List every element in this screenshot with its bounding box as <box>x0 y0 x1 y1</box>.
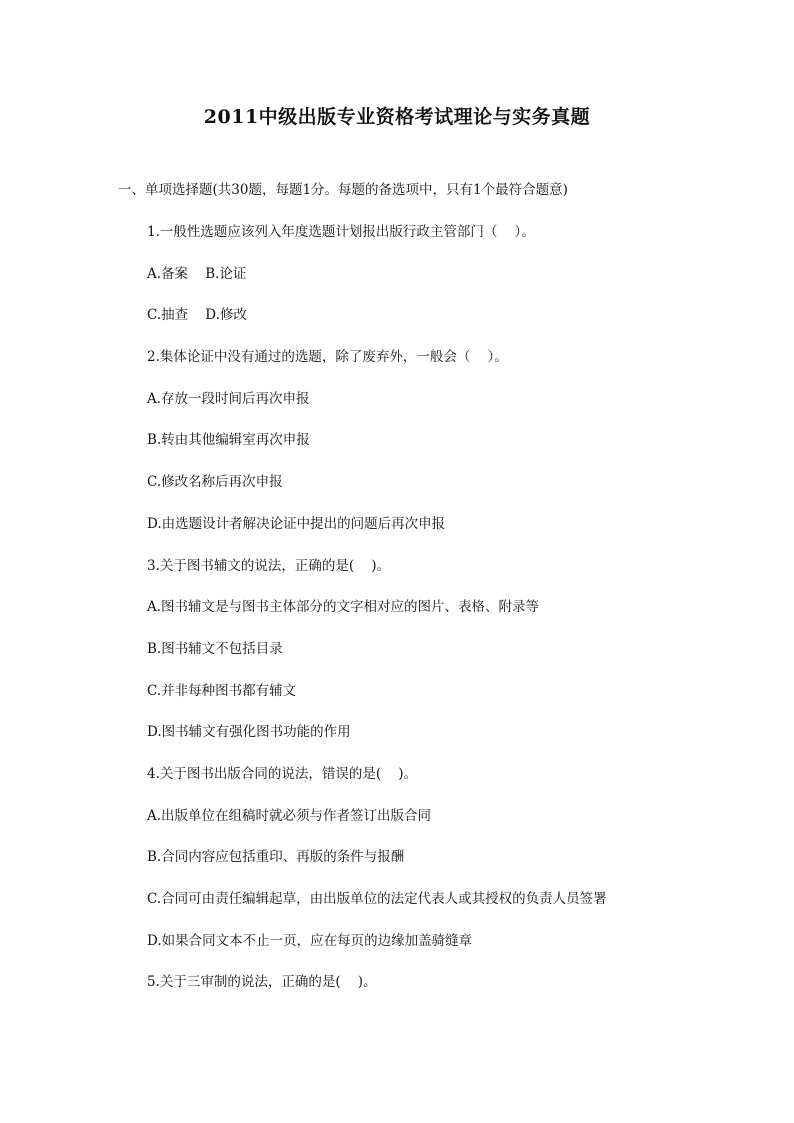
question-2-stem: 2.集体论证中没有通过的选题，除了废弃外，一般会（ ）。 <box>147 349 508 366</box>
question-1-options-ab: A.备案 B.论证 <box>147 265 247 282</box>
question-2-option-c: C.修改名称后再次申报 <box>147 474 283 491</box>
question-2-option-a: A.存放一段时间后再次申报 <box>147 390 310 407</box>
question-2-option-d: D.由选题设计者解决论证中提出的问题后再次申报 <box>147 515 446 532</box>
question-4-option-b: B.合同内容应包括重印、再版的条件与报酬 <box>147 849 405 866</box>
question-3-option-b: B.图书辅文不包括目录 <box>147 640 283 657</box>
question-3-stem: 3.关于图书辅文的说法，正确的是( )。 <box>147 557 391 574</box>
question-4-option-a: A.出版单位在组稿时就必须与作者签订出版合同 <box>147 807 432 824</box>
question-3-option-a: A.图书辅文是与图书主体部分的文字相对应的图片、表格、附录等 <box>147 599 540 616</box>
question-4-option-d: D.如果合同文本不止一页，应在每页的边缘加盖骑缝章 <box>147 932 473 949</box>
question-2-option-b: B.转由其他编辑室再次申报 <box>147 432 310 449</box>
question-5-stem: 5.关于三审制的说法，正确的是( )。 <box>147 974 377 991</box>
question-list <box>147 222 767 1014</box>
question-1-stem: 1.一般性选题应该列入年度选题计划报出版行政主管部门（ ）。 <box>147 224 535 240</box>
question-1-options-cd: C.抽查 D.修改 <box>147 307 247 324</box>
question-4-stem: 4.关于图书出版合同的说法，错误的是( )。 <box>147 765 418 782</box>
question-3-option-d: D.图书辅文有强化图书功能的作用 <box>147 724 351 741</box>
document-title: 2011中级出版专业资格考试理论与实务真题 <box>203 106 591 128</box>
section-heading: 一、单项选择题(共30题，每题1分。每题的备选项中，只有1个最符合题意) <box>118 182 568 198</box>
question-4-option-c: C.合同可由责任编辑起草，由出版单位的法定代表人或其授权的负责人员签署 <box>147 891 607 907</box>
question-3-option-c: C.并非每种图书都有辅文 <box>147 682 297 699</box>
